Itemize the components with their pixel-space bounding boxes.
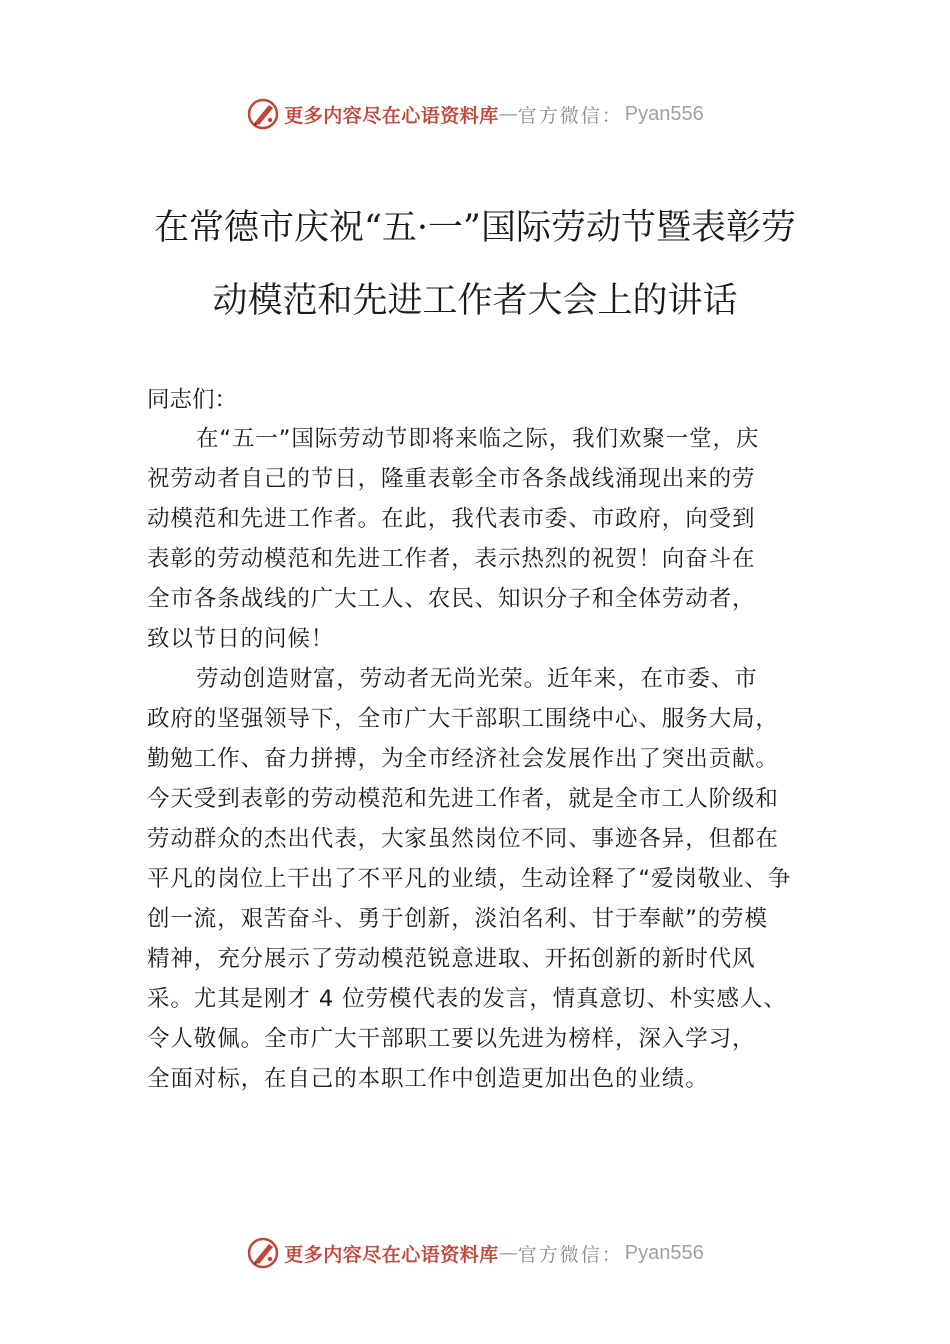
- body-line: 劳动创造财富，劳动者无尚光荣。近年来，在市委、市: [196, 666, 758, 692]
- body-line: 全市各条战线的广大工人、农民、知识分子和全体劳动者，: [147, 586, 756, 612]
- watermark-dash: —: [498, 1242, 518, 1264]
- document-title-line-1: 在常德市庆祝“五·一”国际劳动节暨表彰劳: [154, 208, 796, 248]
- watermark-wechat-label: 官方微信：: [517, 1243, 623, 1266]
- watermark-main-text: 更多内容尽在心语资料库: [284, 1243, 499, 1266]
- watermark-wechat-id: Pyan556: [624, 1241, 704, 1264]
- watermark-dash: —: [498, 103, 518, 125]
- header-watermark: [0, 94, 950, 134]
- document-title-line-2: 动模范和先进工作者大会上的讲话: [212, 281, 738, 321]
- watermark-main-text: 更多内容尽在心语资料库: [284, 104, 499, 127]
- body-line: 祝劳动者自己的节日，隆重表彰全市各条战线涌现出来的劳: [147, 466, 756, 492]
- pen-logo-icon: [246, 1236, 280, 1270]
- body-line: 今天受到表彰的劳动模范和先进工作者，就是全市工人阶级和: [147, 786, 779, 812]
- body-line: 表彰的劳动模范和先进工作者，表示热烈的祝贺！向奋斗在: [147, 546, 756, 572]
- body-line: 精神，充分展示了劳动模范锐意进取、开拓创新的新时代风: [147, 946, 756, 972]
- pen-logo-icon: [246, 97, 280, 131]
- watermark-wechat-id: Pyan556: [624, 102, 704, 125]
- body-line: 在“五一”国际劳动节即将来临之际，我们欢聚一堂，庆: [196, 426, 760, 452]
- body-line: 致以节日的问候！: [147, 626, 335, 652]
- body-line: 动模范和先进工作者。在此，我代表市委、市政府，向受到: [147, 506, 756, 532]
- body-line: 令人敬佩。全市广大干部职工要以先进为榜样，深入学习，: [147, 1026, 756, 1052]
- greeting: 同志们：: [147, 387, 238, 413]
- footer-watermark: [0, 1233, 950, 1273]
- body-line: 全面对标，在自己的本职工作中创造更加出色的业绩。: [147, 1066, 709, 1092]
- body-line: 创一流，艰苦奋斗、勇于创新，淡泊名利、甘于奉献”的劳模: [147, 906, 768, 932]
- body-line: 劳动群众的杰出代表，大家虽然岗位不同、事迹各异，但都在: [147, 826, 779, 852]
- watermark-wechat-label: 官方微信：: [517, 104, 623, 127]
- body-line: 采。尤其是刚才 4 位劳模代表的发言，情真意切、朴实感人、: [147, 986, 787, 1012]
- body-line: 平凡的岗位上干出了不平凡的业绩，生动诠释了“爱岗敬业、争: [147, 866, 792, 892]
- body-line: 政府的坚强领导下，全市广大干部职工围绕中心、服务大局，: [147, 706, 779, 732]
- body-line: 勤勉工作、奋力拼搏，为全市经济社会发展作出了突出贡献。: [147, 746, 779, 772]
